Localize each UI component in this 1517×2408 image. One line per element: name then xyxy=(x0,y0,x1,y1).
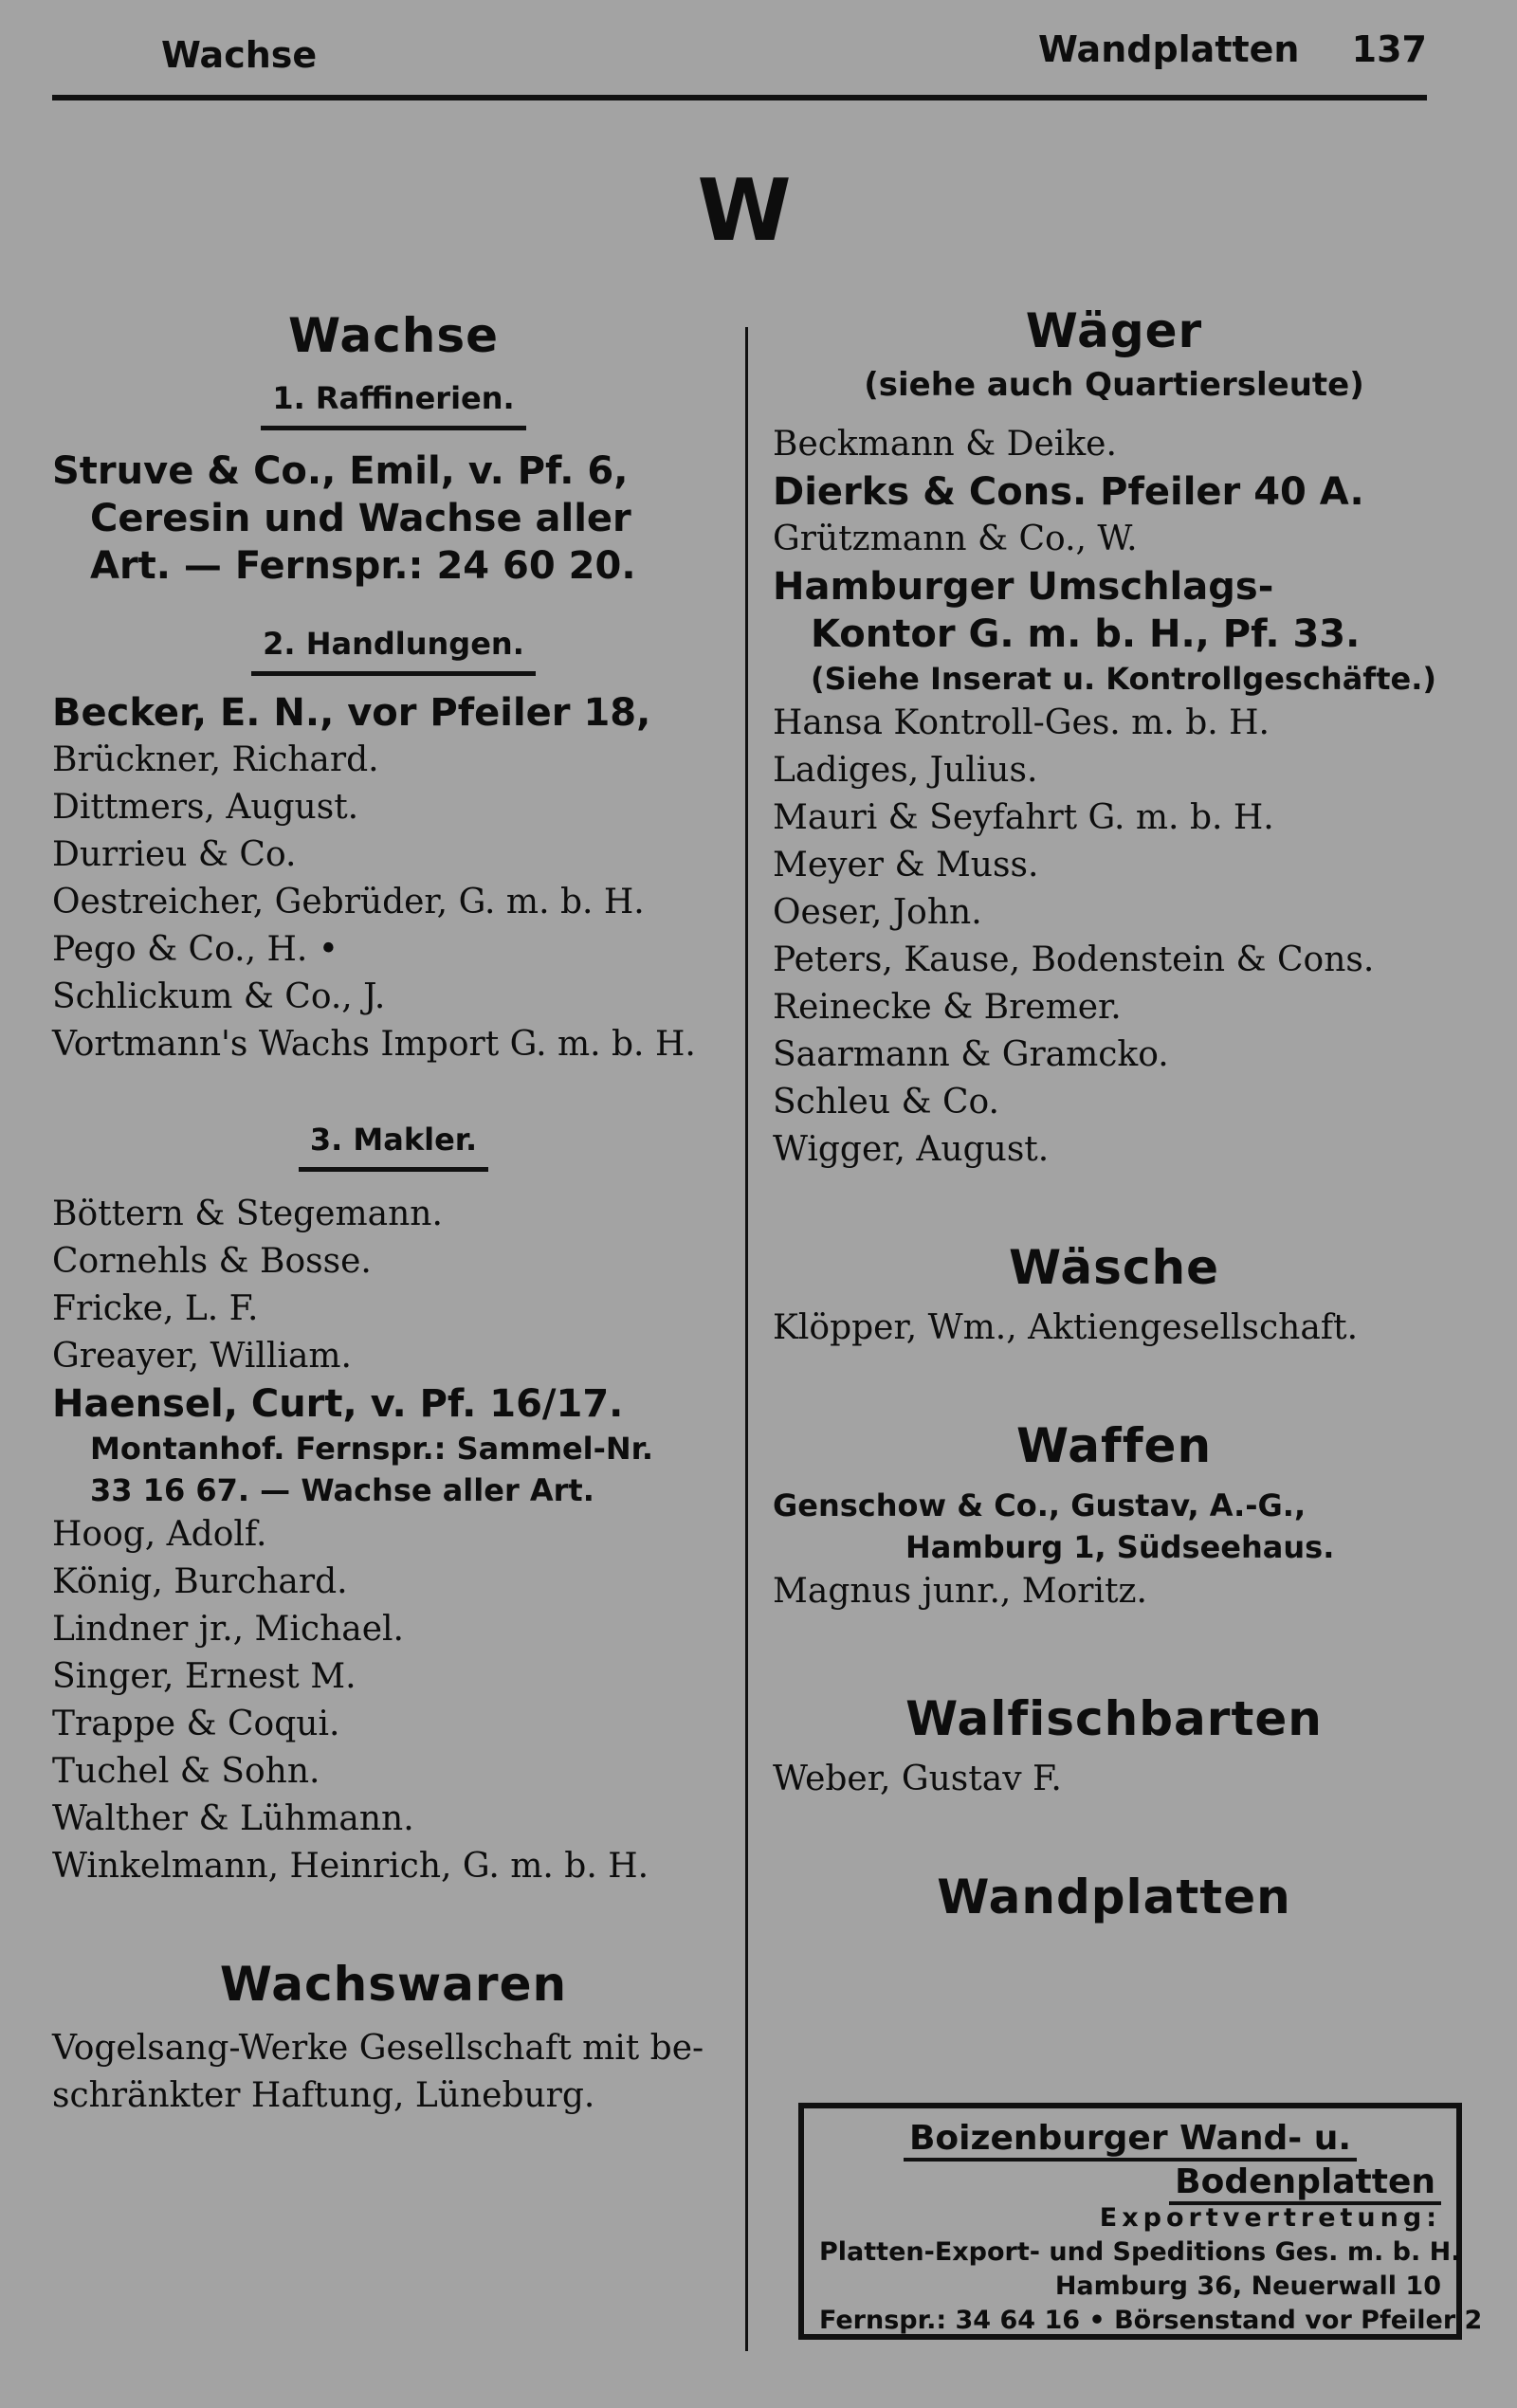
list-item: Walther & Lühmann. xyxy=(52,1799,414,1838)
heading-waeger: Wäger xyxy=(1025,303,1203,358)
wachswaren-list xyxy=(52,2025,735,2120)
list-item: Vortmann's Wachs Import G. m. b. H. xyxy=(52,1025,696,1064)
list-item: Singer, Ernest M. xyxy=(52,1657,356,1696)
list-item: Böttern & Stegemann. xyxy=(52,1195,443,1233)
entry-struve-line-3: Art. — Fernspr.: 24 60 20. xyxy=(90,544,636,588)
makler-list xyxy=(52,1191,735,1890)
heading-wachswaren: Wachswaren xyxy=(219,1957,568,2012)
subheading-handlungen xyxy=(52,626,735,676)
handlungen-list xyxy=(52,689,735,1068)
entry-vogelsang-line-2: schränkter Haftung, Lüneburg. xyxy=(52,2076,595,2115)
subheading-handlungen-label: 2. Handlungen. xyxy=(251,626,536,676)
subheading-makler-label: 3. Makler. xyxy=(299,1122,488,1172)
list-item: Greayer, William. xyxy=(52,1337,352,1376)
ad-title-line-1-text: Boizenburger Wand- u. xyxy=(904,2119,1357,2162)
list-item: Oeser, John. xyxy=(773,893,982,932)
advertisement-box xyxy=(798,2103,1483,2340)
list-item: Fricke, L. F. xyxy=(52,1289,259,1328)
list-item: Dittmers, August. xyxy=(52,788,359,827)
ad-export-label: Exportvertretung: xyxy=(1099,2203,1441,2233)
list-item: Oestreicher, Gebrüder, G. m. b. H. xyxy=(52,883,645,921)
left-column xyxy=(52,308,735,2120)
list-item: Beckmann & Deike. xyxy=(773,425,1117,464)
list-item: Meyer & Muss. xyxy=(773,846,1039,885)
list-item: König, Burchard. xyxy=(52,1562,348,1601)
list-item: Cornehls & Bosse. xyxy=(52,1242,372,1281)
waffen-list xyxy=(773,1485,1455,1615)
list-item: Pego & Co., H. • xyxy=(52,930,338,969)
entry-magnus: Magnus junr., Moritz. xyxy=(773,1572,1147,1611)
ad-phone: Fernspr.: 34 64 16 • Börsenstand vor Pfeiler 2 xyxy=(819,2306,1483,2335)
list-item: Mauri & Seyfahrt G. m. b. H. xyxy=(773,798,1274,837)
list-item: Trappe & Coqui. xyxy=(52,1705,340,1743)
entry-genschow: Genschow & Co., Gustav, A.-G., xyxy=(773,1487,1307,1523)
page-header xyxy=(52,28,1427,100)
waeger-list xyxy=(773,421,1455,1174)
right-column xyxy=(773,303,1455,1925)
entry-haensel-line-2: Montanhof. Fernspr.: Sammel-Nr. xyxy=(90,1431,654,1467)
list-item: Peters, Kause, Bodenstein & Cons. xyxy=(773,940,1375,979)
entry-haensel-line-3: 33 16 67. — Wachse aller Art. xyxy=(90,1472,594,1508)
entry-becker: Becker, E. N., vor Pfeiler 18, xyxy=(52,691,651,735)
entry-kloepper: Klöpper, Wm., Aktiengesellschaft. xyxy=(773,1308,1359,1347)
ad-address: Hamburg 36, Neuerwall 10 xyxy=(1054,2271,1441,2301)
entry-vogelsang-line-1: Vogelsang-Werke Gesellschaft mit be- xyxy=(52,2029,704,2068)
entry-dierks: Dierks & Cons. Pfeiler 40 A. xyxy=(773,470,1364,514)
list-item: Durrieu & Co. xyxy=(52,835,297,874)
list-item: Tuchel & Sohn. xyxy=(52,1752,320,1791)
list-item: Winkelmann, Heinrich, G. m. b. H. xyxy=(52,1847,649,1886)
ad-title-line-2 xyxy=(819,2163,1441,2201)
list-item: Hoog, Adolf. xyxy=(52,1515,267,1554)
note-inserat: (Siehe Inserat u. Kontrollgeschäfte.) xyxy=(811,661,1436,697)
entry-hamburger-umschlags: Hamburger Umschlags- xyxy=(773,565,1274,609)
entry-struve-line-1: Struve & Co., Emil, v. Pf. 6, xyxy=(52,449,629,493)
note-quartiersleute: (siehe auch Quartiersleute) xyxy=(864,366,1364,404)
ad-company: Platten-Export- und Speditions Ges. m. b. H. xyxy=(819,2237,1461,2267)
page-number: 137 xyxy=(1351,28,1427,70)
header-right-keyword: Wandplatten xyxy=(1038,28,1300,70)
list-item: Schleu & Co. xyxy=(773,1083,999,1122)
list-item: Grützmann & Co., W. xyxy=(773,520,1138,558)
heading-waesche: Wäsche xyxy=(1008,1240,1219,1295)
entry-struve-line-2: Ceresin und Wachse aller xyxy=(90,497,631,540)
ad-title-line-2-text: Bodenplatten xyxy=(1169,2162,1441,2205)
raffinerien-list xyxy=(52,447,735,590)
column-divider xyxy=(745,327,748,2351)
heading-walfischbarten: Walfischbarten xyxy=(905,1691,1323,1746)
entry-weber: Weber, Gustav F. xyxy=(773,1760,1062,1798)
subheading-raffinerien-label: 1. Raffinerien. xyxy=(261,380,525,430)
list-item: Hansa Kontroll-Ges. m. b. H. xyxy=(773,703,1270,742)
list-item: Brückner, Richard. xyxy=(52,740,379,779)
list-item: Reinecke & Bremer. xyxy=(773,988,1122,1027)
heading-wachse: Wachse xyxy=(287,308,499,363)
list-item: Saarmann & Gramcko. xyxy=(773,1035,1169,1074)
entry-haensel: Haensel, Curt, v. Pf. 16/17. xyxy=(52,1382,624,1426)
list-item: Lindner jr., Michael. xyxy=(52,1610,404,1649)
list-item: Wigger, August. xyxy=(773,1130,1050,1169)
list-item: Schlickum & Co., J. xyxy=(52,977,386,1016)
entry-genschow-line-2: Hamburg 1, Südseehaus. xyxy=(905,1529,1335,1565)
heading-wandplatten: Wandplatten xyxy=(937,1870,1291,1925)
ad-title-line-1 xyxy=(819,2120,1441,2158)
subheading-makler xyxy=(52,1122,735,1172)
heading-waffen: Waffen xyxy=(1015,1418,1213,1473)
entry-hamburger-umschlags-line-2: Kontor G. m. b. H., Pf. 33. xyxy=(811,612,1361,656)
subheading-raffinerien xyxy=(52,380,735,430)
header-left-keyword: Wachse xyxy=(161,34,318,76)
section-letter: W xyxy=(697,161,792,261)
list-item: Ladiges, Julius. xyxy=(773,751,1038,790)
